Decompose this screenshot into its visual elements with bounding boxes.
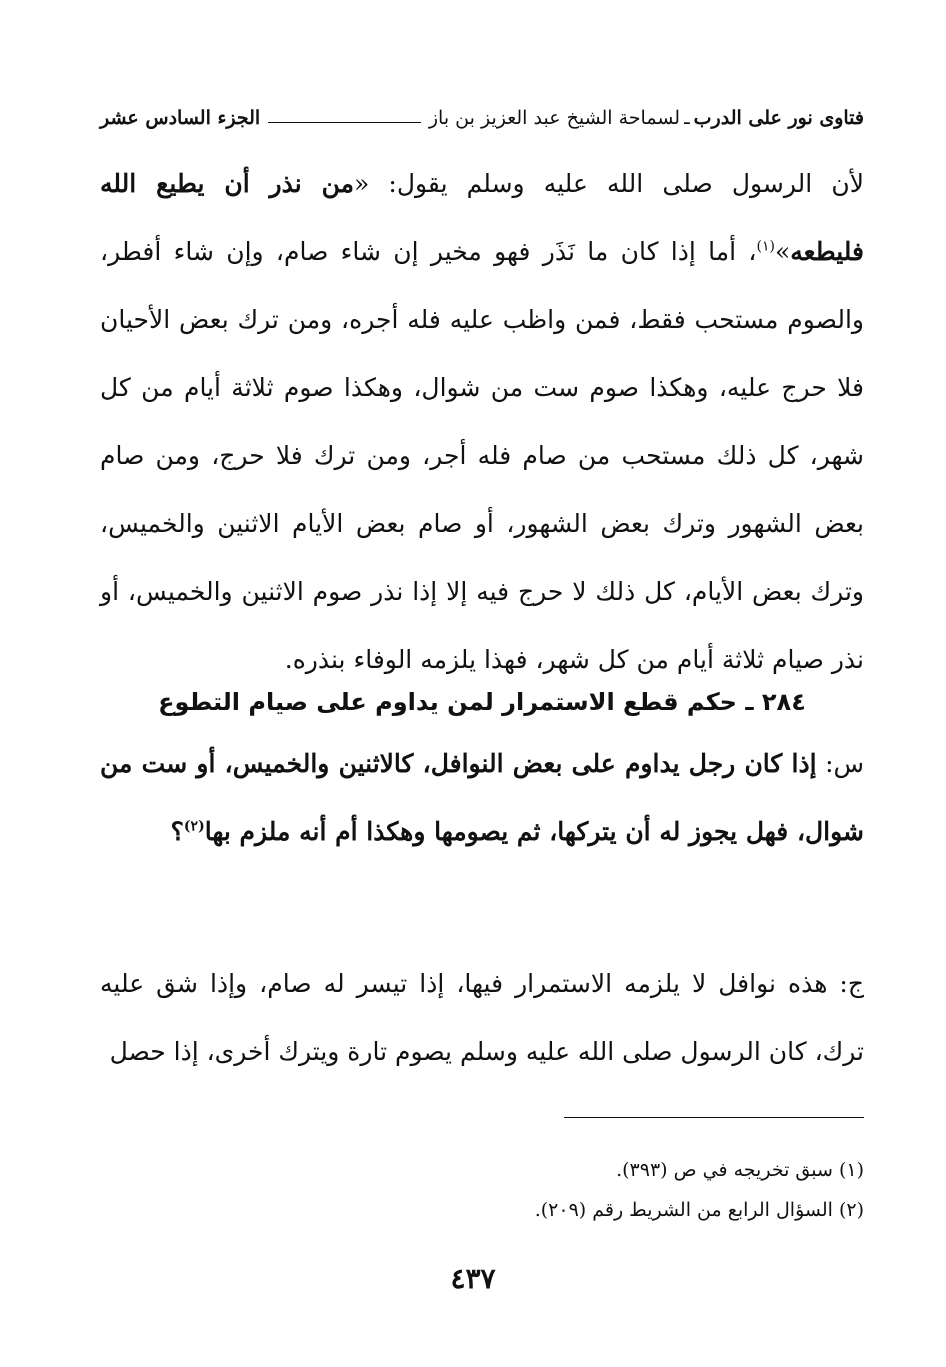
question-block <box>100 730 864 866</box>
paragraph-continuation <box>100 150 864 694</box>
hadith-quote: من نذر أن يطيع الله فليطعه <box>100 169 864 266</box>
footnotes <box>100 1150 864 1230</box>
header-separator: ـ <box>684 107 690 129</box>
close-quote: » <box>774 237 791 266</box>
footnote-ref-1[interactable]: (١) <box>756 238 775 255</box>
page-number: ٤٣٧ <box>450 1262 496 1295</box>
footnote-divider <box>564 1117 864 1118</box>
question-mark: ؟ <box>170 817 184 846</box>
volume-label: الجزء السادس عشر <box>100 107 261 129</box>
paragraph-1-rest: ، أما إذا كان ما نَذَر فهو مخير إن شاء صام، وإن شاء أفطر، والصوم مستحب فقط، فمن واظب عليه فله أجره، ومن ترك بعض الأحيان فلا حرج عليه، وهكذا صوم ست من شوال، وهكذا صوم ثلاثة أيام من كل شهر، كل ذلك مستحب من صام فله أجر، ومن ترك فلا حرج، ومن صام بعض الشهور وترك بعض الشهور، أو صام بعض الأيام الاثنين والخميس، وترك بعض الأيام، كل ذلك لا حرج فيه إلا إذا نذر صوم الاثنين والخميس، أو نذر صيام ثلاثة أيام من كل شهر، فهذا يلزمه الوفاء بنذره. <box>100 237 864 674</box>
book-title: فتاوى نور على الدرب <box>693 107 864 129</box>
answer-block <box>100 950 864 1086</box>
question-prefix: س: <box>816 749 865 778</box>
footnote-2: (٢) السؤال الرابع من الشريط رقم (٢٠٩). <box>534 1199 864 1221</box>
footnote-ref-2[interactable]: (٢) <box>183 818 205 835</box>
paragraph-1 <box>100 150 864 694</box>
answer-paragraph: ج: هذه نوافل لا يلزمه الاستمرار فيها، إذا تيسر له صام، وإذا شق عليه ترك، كان الرسول صلى الله عليه وسلم يصوم تارة ويترك أخرى، إذا حصل <box>100 969 864 1066</box>
section-heading: ٢٨٤ ـ حكم قطع الاستمرار لمن يداوم على صيام التطوع <box>158 688 806 716</box>
footnote-1: (١) سبق تخريجه في ص (٣٩٣). <box>616 1159 864 1181</box>
running-header <box>100 98 864 138</box>
question-text: إذا كان رجل يداوم على بعض النوافل، كالاثنين والخميس، أو ست من شوال، فهل يجوز له أن يتركها، ثم يصومها وهكذا أم أنه ملزم بها <box>100 749 864 846</box>
author-name: لسماحة الشيخ عبد العزيز بن باز <box>428 107 681 129</box>
header-rule <box>268 122 421 123</box>
question-paragraph <box>100 730 864 866</box>
paragraph-1-lead: لأن الرسول صلى الله عليه وسلم يقول: « <box>354 169 864 198</box>
